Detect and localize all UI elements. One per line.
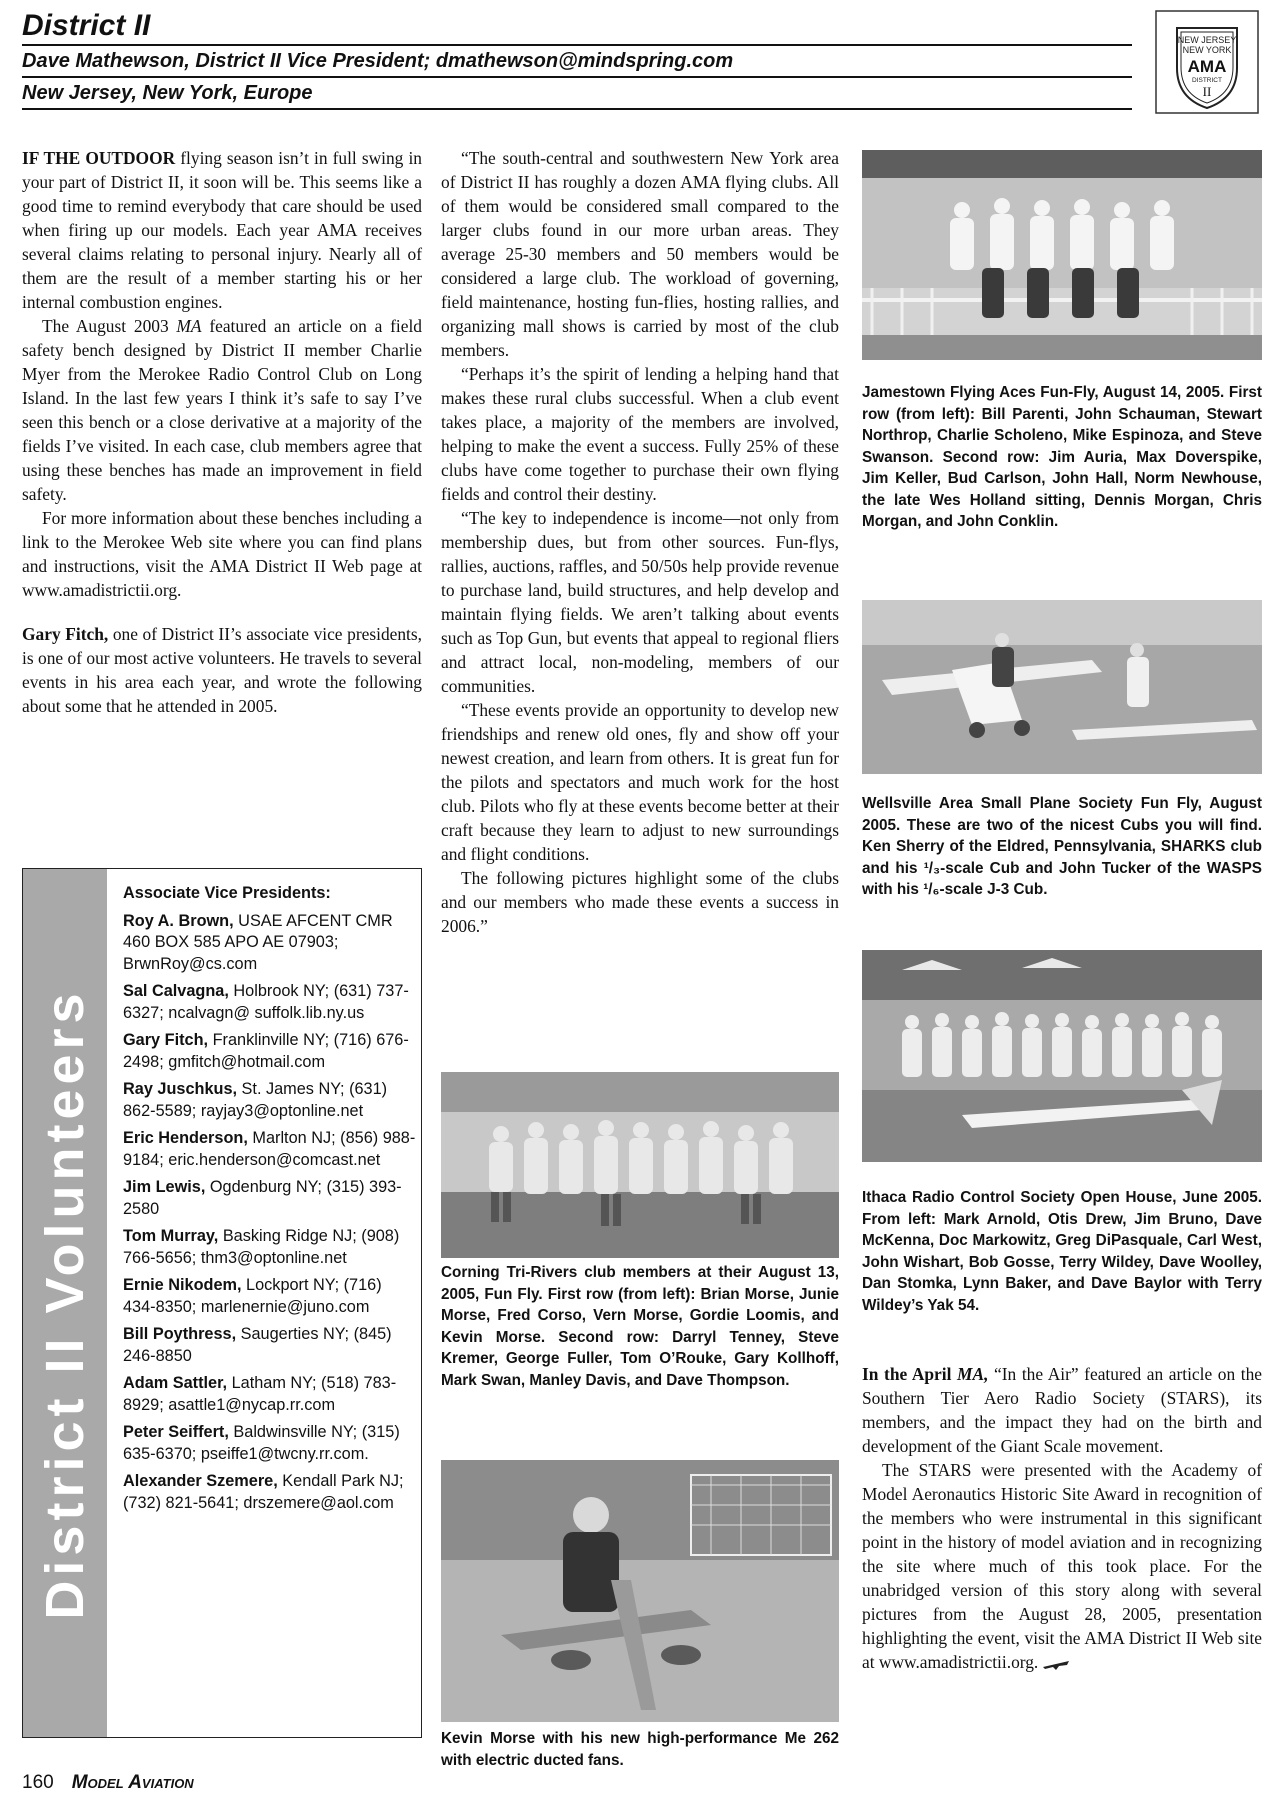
volunteer-name: Tom Murray, — [123, 1227, 219, 1245]
col1-paragraph-2 — [22, 314, 422, 506]
region-rule — [22, 108, 1132, 110]
col3-lead: In the April — [862, 1364, 958, 1384]
volunteer-info: Lockport NY; (716) 434-8350; marlenernie@juno.com — [123, 1276, 382, 1316]
volunteer-entry — [123, 1275, 418, 1318]
col3-paragraph-1 — [862, 1362, 1262, 1458]
volunteer-info: Holbrook NY; (631) 737-6327; ncalvagn@ suffolk.lib.ny.us — [123, 982, 409, 1022]
volunteer-info: St. James NY; (631) 862-5589; rayjay3@optonline.net — [123, 1080, 388, 1120]
col2-paragraph-5: The following pictures highlight some of the clubs and our members who made these events a success in 2006.” — [441, 868, 839, 936]
ama-district-logo — [1155, 10, 1259, 114]
volunteer-entry — [123, 1471, 418, 1514]
volunteer-name: Peter Seiffert, — [123, 1423, 229, 1441]
volunteer-info: Marlton NJ; (856) 988-9184; eric.henderson@comcast.net — [123, 1129, 416, 1169]
col3-p2-text: The STARS were presented with the Academy of Model Aeronautics Historic Site Award in recognition of the members who were instrumental in this significant point in the history of model aviation and in recognizing the site where much of this took place. For the unabridged version of this story along with several pictures from the August 28, 2005, presentation highlighting the event, visit the AMA District II Web site at www.amadistrictii.org. — [862, 1460, 1262, 1672]
volunteers-heading: Associate Vice Presidents: — [123, 884, 331, 902]
volunteer-entry — [123, 1324, 418, 1367]
col1-p2-ma: MA — [176, 316, 202, 336]
volunteer-info: Saugerties NY; (845) 246-8850 — [123, 1325, 392, 1365]
page-subtitle: Dave Mathewson, District II Vice President; dmathewson@mindspring.com — [22, 50, 734, 72]
volunteer-name: Sal Calvagna, — [123, 982, 229, 1000]
kevin-morse-jet-photo — [441, 1460, 839, 1722]
volunteer-info: Kendall Park NJ; (732) 821-5641; drszemere@aol.com — [123, 1472, 404, 1512]
col2-paragraph-1: “The south-central and southwestern New York area of District II has roughly a dozen AMA flying clubs. All of them would be considered small compared to the larger clubs found in our more urban areas. They average 25-30 members and 50 members would be considered a large club. The workload of governing, field maintenance, hosting fun-flies, hosting rallies, and organizing mall shows is carried by most of the club members. — [441, 148, 839, 360]
col1-p2-b: featured an article on a field safety bench designed by District II member Charlie Myer from the Merokee Radio Control Club on Long Island. In the last few years I think it’s safe to say I’ve seen this bench or a close derivative at a majority of the fields I’ve visited. In each case, club members agree that using these benches has made an improvement in field safety. — [22, 316, 422, 504]
corning-club-photo — [441, 1072, 839, 1258]
kevin-caption: Kevin Morse with his new high-performance Me 262 with electric ducted fans. — [441, 1730, 839, 1769]
volunteer-entry — [123, 1226, 418, 1269]
col1-lead: IF THE OUTDOOR — [22, 148, 176, 168]
logo-district: DISTRICT — [1192, 77, 1222, 84]
volunteer-entry — [123, 1422, 418, 1465]
col3-paragraph-2 — [862, 1458, 1262, 1674]
jamestown-club-photo — [862, 150, 1262, 360]
volunteer-entry — [123, 1079, 418, 1122]
volunteer-name: Jim Lewis, — [123, 1178, 206, 1196]
col1-paragraph-3: For more information about these benches including a link to the Merokee Web site where you can find plans and instructions, visit the AMA District II Web page at www.amadistrictii.org. — [22, 508, 422, 600]
volunteer-name: Adam Sattler, — [123, 1374, 228, 1392]
col1-p1-text: flying season isn’t in full swing in your part of District II, it soon will be. This seems like a good time to remind everybody that care should be used when firing up our models. Each year AMA receives several claims relating to personal injury. Nearly all of them are the result of a member starting his or her internal combustion engines. — [22, 148, 422, 312]
logo-top-text: NEW JERSEY — [1177, 35, 1237, 45]
col1-paragraph-1 — [22, 146, 422, 314]
volunteer-entry — [123, 1373, 418, 1416]
volunteer-entry — [123, 1128, 418, 1171]
page-title: District II — [22, 9, 151, 42]
page-footer — [22, 1772, 194, 1794]
col2-paragraph-4: “These events provide an opportunity to develop new friendships and renew old ones, fly and show off your newest creation, and learn from others. It is great fun for the pilots and spectators and much work for the host club. Pilots who fly at these events become better at their craft because they learn to adjust to new surroundings and flight conditions. — [441, 700, 839, 864]
volunteer-info: USAE AFCENT CMR 460 BOX 585 APO AE 07903; BrwnRoy@cs.com — [123, 911, 393, 973]
volunteer-entry — [123, 1030, 418, 1073]
volunteer-name: Alexander Szemere, — [123, 1472, 278, 1490]
logo-numeral: II — [1202, 84, 1212, 99]
wellsville-cubs-photo — [862, 600, 1262, 774]
volunteer-name: Bill Poythress, — [123, 1325, 237, 1343]
col3-lead-ma: MA, — [957, 1364, 989, 1384]
logo-ama: AMA — [1187, 57, 1227, 76]
magazine-name: Model Aviation — [71, 1772, 194, 1793]
volunteers-sidebar — [22, 868, 422, 1738]
volunteer-name: Roy A. Brown, — [123, 911, 234, 930]
column-2-text — [441, 146, 839, 938]
ithaca-club-photo — [862, 950, 1262, 1162]
volunteer-name: Gary Fitch, — [123, 1031, 209, 1049]
volunteers-list — [123, 883, 418, 1514]
volunteer-info: Latham NY; (518) 783-8929; asattle1@nycap.rr.com — [123, 1374, 397, 1414]
col1-p4-lead: Gary Fitch, — [22, 624, 109, 644]
col2-paragraph-3: “The key to independence is income—not only from membership dues, but from other sources. Fun-flys, rallies, auctions, raffles, and 50/50s help provide revenue to purchase land, build structures, and help develop and maintain flying fields. We aren’t talking about events such as Top Gun, but events that appeal to regional fliers and attract local, non-modeling, members of our communities. — [441, 508, 839, 696]
column-3-text — [862, 1362, 1262, 1674]
col1-p4-text: one of District II’s associate vice presidents, is one of our most active volunteers. He travels to several events in his area each year, and wrote the following about some that he attended in 2005. — [22, 624, 422, 716]
volunteer-info: Baldwinsville NY; (315) 635-6370; pseiffe1@twcny.rr.com. — [123, 1423, 400, 1463]
col3-p1-text: “In the Air” featured an article on the Southern Tier Aero Radio Society (STARS), its members, and the impact they had on the birth and development of the Giant Scale movement. — [862, 1364, 1262, 1456]
column-1-text — [22, 146, 422, 718]
page-number: 160 — [22, 1772, 54, 1793]
volunteers-side-bar — [23, 869, 107, 1737]
volunteer-entry — [123, 911, 418, 976]
volunteer-info: Basking Ridge NJ; (908) 766-5656; thm3@optonline.net — [123, 1227, 400, 1267]
volunteer-name: Eric Henderson, — [123, 1129, 248, 1147]
corning-caption: Corning Tri-Rivers club members at their August 13, 2005, Fun Fly. First row (from left): Brian Morse, Junie Morse, Fred Corso, Vern Morse, Gordie Loomis, and Kevin Morse. Second row: Darryl Tenney, Steve Kremer, George Fuller, Tom O’Rouke, Gary Kollhoff, Mark Swan, Manley Davis, and Dave Thompson. — [441, 1264, 839, 1389]
volunteer-entry — [123, 1177, 418, 1220]
jamestown-caption: Jamestown Flying Aces Fun-Fly, August 14, 2005. First row (from left): Bill Parenti, John Schauman, Stewart Northrop, Charlie Scholeno, Mike Espinoza, and Steve Swanson. Second row: Jim Auria, Max Doverspike, Jim Keller, Bud Carlson, John Hall, Norm Newhouse, the late Wes Holland sitting, Dennis Morgan, Chris Morgan, and John Conklin. — [862, 384, 1262, 530]
logo-top-text-2: NEW YORK — [1182, 45, 1232, 55]
volunteer-entry — [123, 981, 418, 1024]
volunteer-info: Franklinville NY; (716) 676-2498; gmfitch@hotmail.com — [123, 1031, 409, 1071]
volunteer-name: Ray Juschkus, — [123, 1080, 238, 1098]
col1-paragraph-4 — [22, 622, 422, 718]
volunteers-side-title: District II Volunteers — [35, 988, 95, 1620]
wellsville-caption: Wellsville Area Small Plane Society Fun Fly, August 2005. These are two of the nicest Cubs you will find. Ken Sherry of the Eldred, Pennsylvania, SHARKS club and his ¹/₃-scale Cub and John Tucker of the WASPS with his ¹/₆-scale J-3 Cub. — [862, 795, 1262, 898]
col1-p2-a: The August 2003 — [42, 316, 177, 336]
page-region: New Jersey, New York, Europe — [22, 82, 313, 104]
volunteer-name: Ernie Nikodem, — [123, 1276, 242, 1294]
volunteer-info: Ogdenburg NY; (315) 393-2580 — [123, 1178, 402, 1218]
ithaca-caption: Ithaca Radio Control Society Open House, June 2005. From left: Mark Arnold, Otis Drew, Jim Bruno, Dave McKenna, Doc Markowitz, Greg DiPasquale, Carl West, John Wishart, Bob Gosse, Terry Wildey, Dave Woolley, Dan Stomka, Lynn Baker, and Dave Baylor with Terry Wildey’s Yak 54. — [862, 1189, 1262, 1314]
col2-paragraph-2: “Perhaps it’s the spirit of lending a helping hand that makes these rural clubs successful. When a club event takes place, a majority of the members are involved, helping to make the event a success. Fully 25% of these clubs have come together to purchase their own flying fields and control their destiny. — [441, 364, 839, 504]
ama-end-mark-icon — [1041, 1657, 1071, 1671]
page-header — [22, 8, 1132, 110]
